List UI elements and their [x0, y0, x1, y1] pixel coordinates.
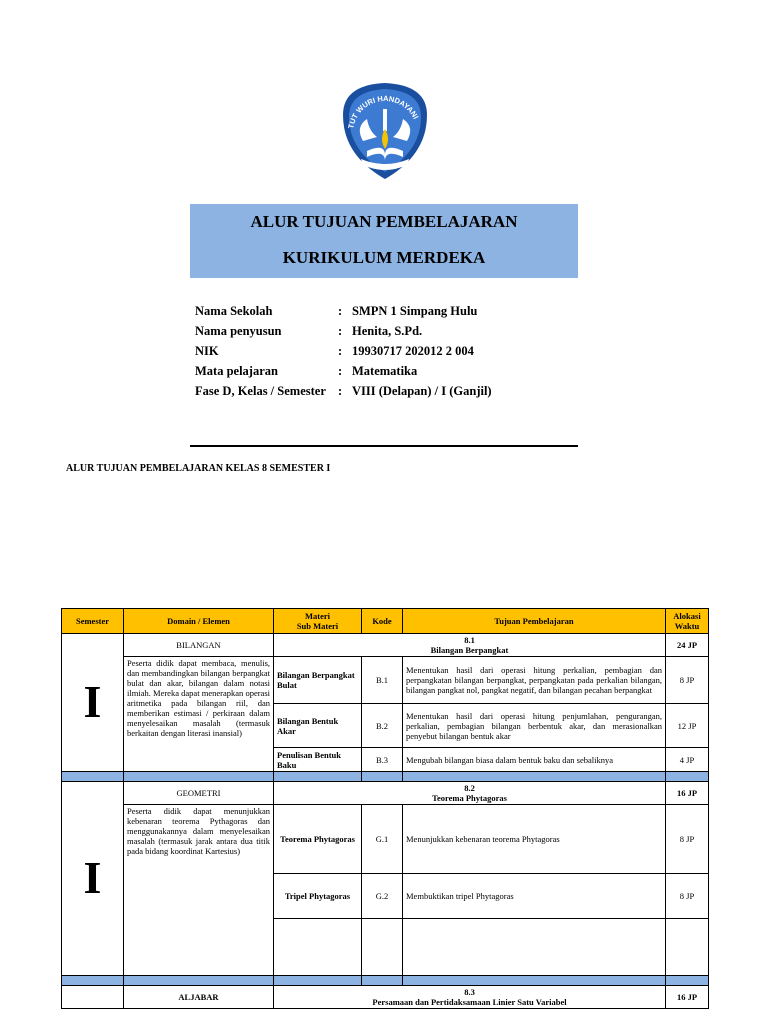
- info-label: Mata pelajaran: [195, 364, 278, 378]
- logo-text: TUT WURI HANDAYANI: [346, 93, 421, 130]
- header-alokasi: [666, 609, 709, 634]
- header-semester: Semester: [62, 609, 124, 634]
- topic-cell: [274, 634, 666, 657]
- tujuan-cell: Menentukan hasil dari operasi hitung perkalian, pembagian dan perpangkatan bilangan berpangkat, perpangkatan pada perkalian bilangan, bilangan pangkat nol, pangkat negatif, dan bilangan pecahan berpangkat: [403, 657, 666, 704]
- waktu-cell: 4 JP: [666, 748, 709, 772]
- header-alokasi-line1: Alokasi: [673, 610, 701, 621]
- topic-number: 8.2: [464, 783, 475, 794]
- info-colon: :: [338, 384, 343, 398]
- info-label: Nama penyusun: [195, 324, 282, 338]
- table-row: [62, 657, 709, 704]
- kode-cell: G.1: [362, 805, 403, 874]
- waktu-cell: 12 JP: [666, 704, 709, 748]
- tujuan-cell: Menunjukkan kebenaran teorema Phytagoras: [403, 805, 666, 874]
- info-colon: :: [338, 364, 343, 378]
- domain-cell: BILANGAN: [124, 634, 274, 657]
- info-label: Nama Sekolah: [195, 304, 273, 318]
- waktu-cell: 8 JP: [666, 805, 709, 874]
- tujuan-cell: Mengubah bilangan biasa dalam bentuk baku dan sebaliknya: [403, 748, 666, 772]
- title-line-2: KURIKULUM MERDEKA: [282, 248, 486, 267]
- header-tujuan: Tujuan Pembelajaran: [403, 609, 666, 634]
- topic-number: 8.1: [464, 635, 475, 645]
- topic-number: 8.3: [464, 987, 475, 998]
- domain-description: Peserta didik dapat membaca, menulis, dan membandingkan bilangan berpangkat bulat dan akar, bilangan dalam notasi ilmiah. Mereka dapat menerapkan operasi aritmetika pada bilangan riil, dan memberikan estimasi / perkiraan dalam menyelesaikan masalah (termasuk berkaitan dengan literasi inansial): [124, 657, 274, 772]
- domain-cell: GEOMETRI: [124, 782, 274, 805]
- kode-cell: B.1: [362, 657, 403, 704]
- horizontal-rule: [190, 445, 578, 447]
- header-materi: [274, 609, 362, 634]
- tujuan-cell: Menentukan hasil dari operasi hitung penjumlahan, pengurangan, perkalian, pembagian bilangan berbentuk akar, dan merasionalkan penyebut bilangan bentuk akar: [403, 704, 666, 748]
- header-materi-line1: Materi: [304, 610, 330, 621]
- title-box: [190, 204, 578, 278]
- info-value: SMPN 1 Simpang Hulu: [352, 304, 478, 318]
- topic-title: Bilangan Berpangkat: [430, 645, 509, 656]
- submateri-cell: Teorema Phytagoras: [274, 805, 362, 874]
- header-kode: Kode: [362, 609, 403, 634]
- topic-total: 16 JP: [666, 782, 709, 805]
- table-row-bilangan-topic: [62, 634, 709, 657]
- table-header-row: [62, 609, 709, 634]
- semester-cell: I: [62, 782, 124, 976]
- info-value: Matematika: [352, 364, 418, 378]
- topic-title: Teorema Phytagoras: [432, 793, 507, 804]
- section-separator: [62, 976, 709, 986]
- info-value: 19930717 202012 2 004: [352, 344, 474, 358]
- topic-total: 24 JP: [666, 634, 709, 657]
- header-domain: Domain / Elemen: [124, 609, 274, 634]
- kode-cell: B.2: [362, 704, 403, 748]
- kode-cell: B.3: [362, 748, 403, 772]
- table-row: [62, 805, 709, 874]
- topic-cell: [274, 782, 666, 805]
- header-materi-line2: Sub Materi: [296, 621, 339, 631]
- waktu-cell: 8 JP: [666, 874, 709, 919]
- info-colon: :: [338, 304, 343, 318]
- waktu-cell: 8 JP: [666, 657, 709, 704]
- topic-cell: [274, 986, 666, 1009]
- domain-description: Peserta didik dapat menunjukkan kebenaran teorema Pythagoras dan menggunakannya dalam menyelesaikan masalah (termasuk jarak antara dua titik pada bidang koordinat Kartesius): [124, 805, 274, 976]
- info-colon: :: [338, 344, 343, 358]
- table-row-aljabar-topic: [62, 986, 709, 1009]
- submateri-cell: Tripel Phytagoras: [274, 874, 362, 919]
- info-colon: :: [338, 324, 343, 338]
- topic-title: Persamaan dan Pertidaksamaan Linier Satu Variabel: [372, 997, 567, 1008]
- submateri-cell: Penulisan Bentuk Baku: [274, 748, 362, 772]
- info-label: NIK: [195, 344, 219, 358]
- header-alokasi-line2: Waktu: [674, 621, 700, 631]
- section-subheading: ALUR TUJUAN PEMBELAJARAN KELAS 8 SEMESTER I: [66, 463, 331, 474]
- semester-cell: [62, 986, 124, 1009]
- submateri-cell: Bilangan Bentuk Akar: [274, 704, 362, 748]
- info-label: Fase D, Kelas / Semester: [195, 384, 326, 398]
- table-row-geometri-topic: [62, 782, 709, 805]
- tut-wuri-handayani-logo: [333, 79, 437, 183]
- info-value: Henita, S.Pd.: [352, 324, 423, 338]
- atp-table: [61, 608, 709, 1009]
- title-line-1: ALUR TUJUAN PEMBELAJARAN: [250, 212, 518, 231]
- semester-cell: I: [62, 634, 124, 772]
- kode-cell: G.2: [362, 874, 403, 919]
- topic-total: 16 JP: [666, 986, 709, 1009]
- info-value: VIII (Delapan) / I (Ganjil): [352, 384, 492, 398]
- domain-cell: ALJABAR: [124, 986, 274, 1009]
- section-separator: [62, 772, 709, 782]
- submateri-cell: Bilangan Berpangkat Bulat: [274, 657, 362, 704]
- tujuan-cell: Membuktikan tripel Phytagoras: [403, 874, 666, 919]
